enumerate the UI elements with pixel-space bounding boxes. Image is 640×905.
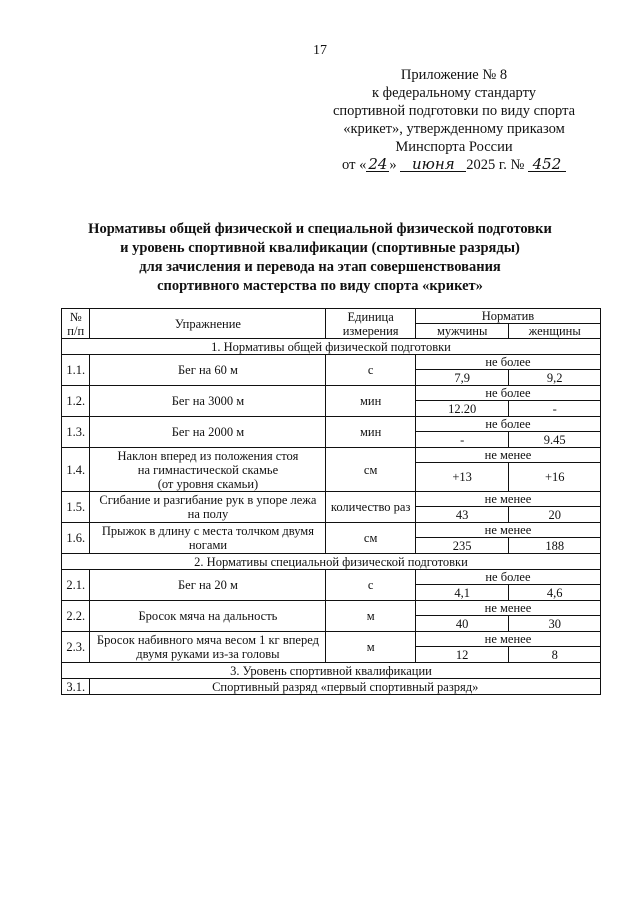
row-condition: не менее bbox=[415, 448, 600, 463]
row-num: 3.1. bbox=[62, 679, 90, 695]
row-condition: не менее bbox=[415, 492, 600, 507]
appendix-line: Приложение № 8 bbox=[400, 67, 508, 83]
row-men-value: 40 bbox=[415, 616, 509, 632]
date-mid: » bbox=[389, 157, 397, 173]
row-condition: не более bbox=[415, 570, 600, 585]
row-num: 1.6. bbox=[62, 523, 90, 554]
row-men-value: 12.20 bbox=[415, 401, 509, 417]
row-women-value: 8 bbox=[509, 647, 601, 663]
row-condition: не менее bbox=[415, 523, 600, 538]
handwritten-month: июня bbox=[400, 157, 466, 172]
row-women-value: 188 bbox=[509, 538, 601, 554]
appendix-line: спортивной подготовки по виду спорта bbox=[332, 103, 576, 119]
row-exercise: Бег на 3000 м bbox=[90, 386, 326, 417]
row-exercise: Бег на 20 м bbox=[90, 570, 326, 601]
exercise-line: на полу bbox=[187, 507, 229, 521]
appendix-line: к федеральному стандарту bbox=[372, 85, 536, 101]
exercise-line: на гимнастической скамье bbox=[137, 462, 279, 477]
row-women-value: - bbox=[509, 401, 601, 417]
exercise-line: (от уровня скамьи) bbox=[157, 476, 259, 491]
exercise-line: Наклон вперед из положения стоя bbox=[117, 448, 299, 463]
row-condition: не менее bbox=[415, 601, 600, 616]
row-men-value: 12 bbox=[415, 647, 509, 663]
document-title bbox=[0, 220, 640, 296]
row-condition: не более bbox=[415, 355, 600, 370]
row-women-value: 30 bbox=[509, 616, 601, 632]
row-women-value: 20 bbox=[509, 507, 601, 523]
appendix-line: Минспорта России bbox=[395, 139, 513, 155]
row-condition: не менее bbox=[415, 632, 600, 647]
row-women-value: 4,6 bbox=[509, 585, 601, 601]
row-num: 1.2. bbox=[62, 386, 90, 417]
row-men-value: 43 bbox=[415, 507, 509, 523]
appendix-block bbox=[314, 66, 594, 174]
row-num: 2.2. bbox=[62, 601, 90, 632]
row-unit: мин bbox=[326, 417, 415, 448]
row-num: 1.3. bbox=[62, 417, 90, 448]
row-exercise bbox=[90, 492, 326, 523]
row-unit: м bbox=[326, 632, 415, 663]
row-num: 1.5. bbox=[62, 492, 90, 523]
title-line: и уровень спортивной квалификации (спортивные разряды) bbox=[120, 240, 520, 256]
row-men-value: 7,9 bbox=[415, 370, 509, 386]
row-men-value: - bbox=[415, 432, 509, 448]
row-num: 1.1. bbox=[62, 355, 90, 386]
row-women-value: +16 bbox=[509, 463, 601, 492]
handwritten-order-number: 452 bbox=[528, 157, 566, 172]
section-header: 3. Уровень спортивной квалификации bbox=[62, 663, 601, 679]
row-exercise bbox=[90, 448, 326, 492]
header-men: мужчины bbox=[415, 324, 509, 339]
row-num: 2.3. bbox=[62, 632, 90, 663]
row-exercise bbox=[90, 523, 326, 554]
exercise-line: Прыжок в длину с места толчком двумя bbox=[101, 524, 314, 538]
exercise-line: Бросок набивного мяча весом 1 кг вперед bbox=[96, 633, 319, 647]
order-date-line bbox=[314, 156, 594, 174]
title-line: спортивного мастерства по виду спорта «крикет» bbox=[157, 278, 483, 294]
row-exercise: Бросок мяча на дальность bbox=[90, 601, 326, 632]
section-header: 2. Нормативы специальной физической подготовки bbox=[62, 554, 601, 570]
row-condition: не более bbox=[415, 386, 600, 401]
date-prefix: от « bbox=[342, 157, 367, 173]
section-header: 1. Нормативы общей физической подготовки bbox=[62, 339, 601, 355]
row-men-value: 235 bbox=[415, 538, 509, 554]
exercise-line: двумя руками из-за головы bbox=[136, 647, 280, 661]
date-year: 2025 г. № bbox=[466, 157, 525, 173]
norms-table bbox=[61, 308, 601, 695]
header-norm: Норматив bbox=[415, 309, 600, 324]
row-exercise bbox=[90, 632, 326, 663]
header-unit: Единица измерения bbox=[326, 309, 415, 339]
row-unit: см bbox=[326, 448, 415, 492]
row-exercise: Бег на 60 м bbox=[90, 355, 326, 386]
handwritten-day: 24 bbox=[368, 155, 388, 173]
row-men-value: +13 bbox=[415, 463, 509, 492]
row-unit: см bbox=[326, 523, 415, 554]
header-exercise: Упражнение bbox=[90, 309, 326, 339]
row-unit: с bbox=[326, 570, 415, 601]
title-line: для зачисления и перевода на этап совершенствования bbox=[139, 259, 501, 275]
row-condition: не более bbox=[415, 417, 600, 432]
row-unit: м bbox=[326, 601, 415, 632]
row-men-value: 4,1 bbox=[415, 585, 509, 601]
exercise-line: ногами bbox=[188, 538, 228, 552]
header-num: № п/п bbox=[62, 309, 90, 339]
header-women: женщины bbox=[509, 324, 601, 339]
row-women-value: 9.45 bbox=[509, 432, 601, 448]
qualification-text: Спортивный разряд «первый спортивный разряд» bbox=[90, 679, 601, 695]
row-num: 1.4. bbox=[62, 448, 90, 492]
row-unit: с bbox=[326, 355, 415, 386]
appendix-line: «крикет», утвержденному приказом bbox=[343, 121, 565, 137]
row-num: 2.1. bbox=[62, 570, 90, 601]
row-exercise: Бег на 2000 м bbox=[90, 417, 326, 448]
title-line: Нормативы общей физической и специальной физической подготовки bbox=[88, 221, 552, 237]
page-number: 17 bbox=[313, 43, 327, 58]
row-unit: мин bbox=[326, 386, 415, 417]
exercise-line: Сгибание и разгибание рук в упоре лежа bbox=[99, 493, 317, 507]
row-women-value: 9,2 bbox=[509, 370, 601, 386]
row-unit: количество раз bbox=[326, 492, 415, 523]
